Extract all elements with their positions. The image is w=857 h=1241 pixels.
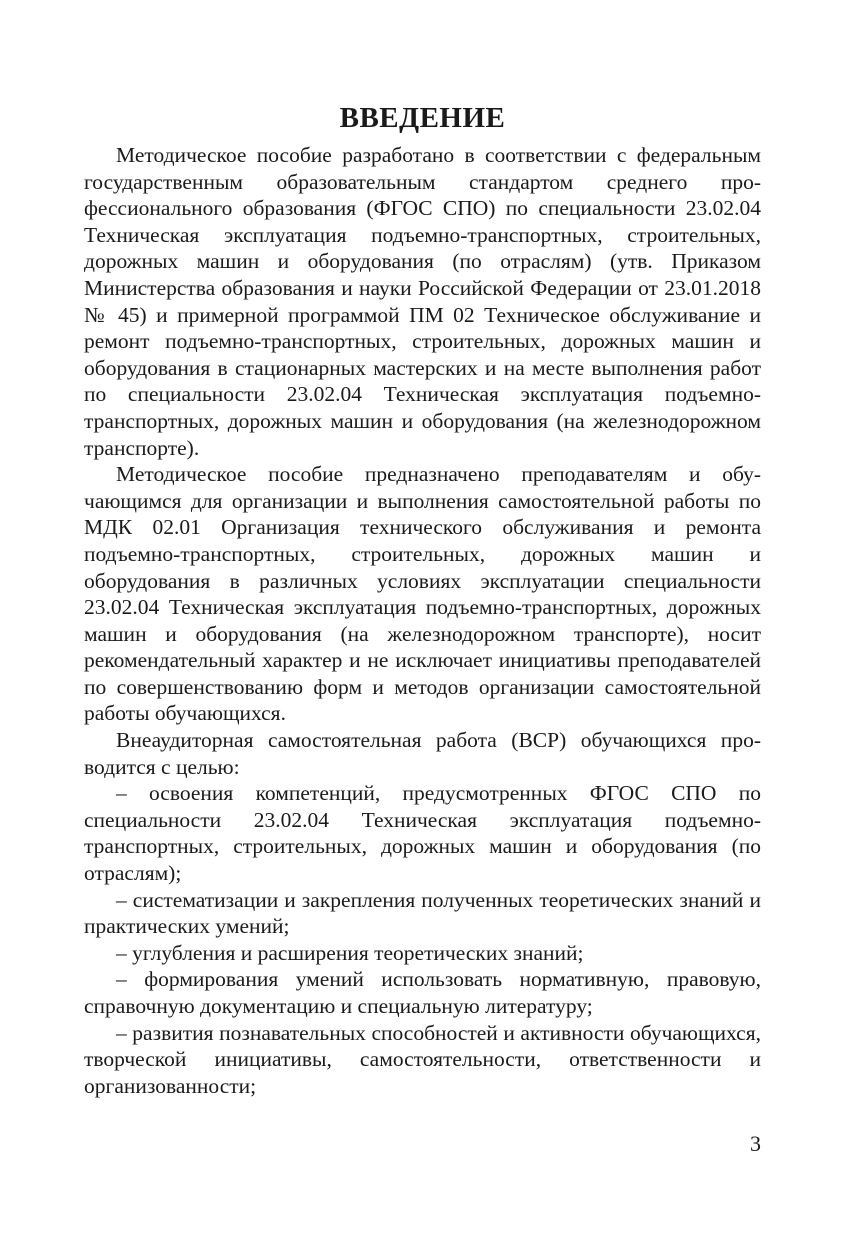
paragraph-intro: Методическое пособие разработано в соответствии с федеральным государственным образовательным стандартом среднего профессионального образования (ФГОС СПО) по специальности 23.02.04 Техническая эксплуатация подъемно-транспортных, строительных, дорожных машин и оборудования (по отраслям) (утв. Приказом Министерства образования и науки Российской Федерации от 23.01.2018 № 45) и примерной программой ПМ 02 Техническое обслуживание и ремонт подъемно-транспортных, строительных, дорожных машин и оборудования в стационарных мастерских и на месте выполнения работ по специальности 23.02.04 Техническая эксплуатация подъемно-транспортных, дорожных машин и оборудования (на железнодорожном транспорте). <box>84 143 761 460</box>
page-body <box>84 100 761 1099</box>
list-item-competencies: – освоения компетенций, предусмотренных ФГОС СПО по специальности 23.02.04 Техническая эксплуатация подъемно-транспортных, строительных, дорожных машин и оборудования (по отраслям); <box>84 781 761 886</box>
paragraph-vsr-goal: Внеаудиторная самостоятельная работа (ВСР) обучающихся проводится с целью: <box>84 728 761 779</box>
list-item-skills: – формирования умений использовать нормативную, правовую, справочную документацию и специальную литературу; <box>84 967 761 1018</box>
page-number: 3 <box>750 1131 761 1156</box>
list-item-systematization: – систематизации и закрепления полученных теоретических знаний и практических умений; <box>84 887 761 939</box>
list-item-deepening: – углубления и расширения теоретических знаний; <box>116 940 584 965</box>
page-title: ВВЕДЕНИЕ <box>339 102 506 134</box>
list-item-development: – развития познавательных способностей и активности обучающихся, творческой инициативы, самостоятельности, ответственности и организованности; <box>84 1020 761 1098</box>
paragraph-purpose: Методическое пособие предназначено преподавателям и обучающимся для организации и выполнения самостоятельной работы по МДК 02.01 Организация технического обслуживания и ремонта подъемно-транспортных, строительных, дорожных машин и оборудования в различных условиях эксплуатации специальности 23.02.04 Техническая эксплуатация подъемно-транспортных, дорожных машин и оборудования (на железнодорожном транспорте), носит рекомендательный характер и не исключает инициативы преподавателей по совершенствованию форм и методов организации самостоятельной работы обучающихся. <box>84 462 761 726</box>
